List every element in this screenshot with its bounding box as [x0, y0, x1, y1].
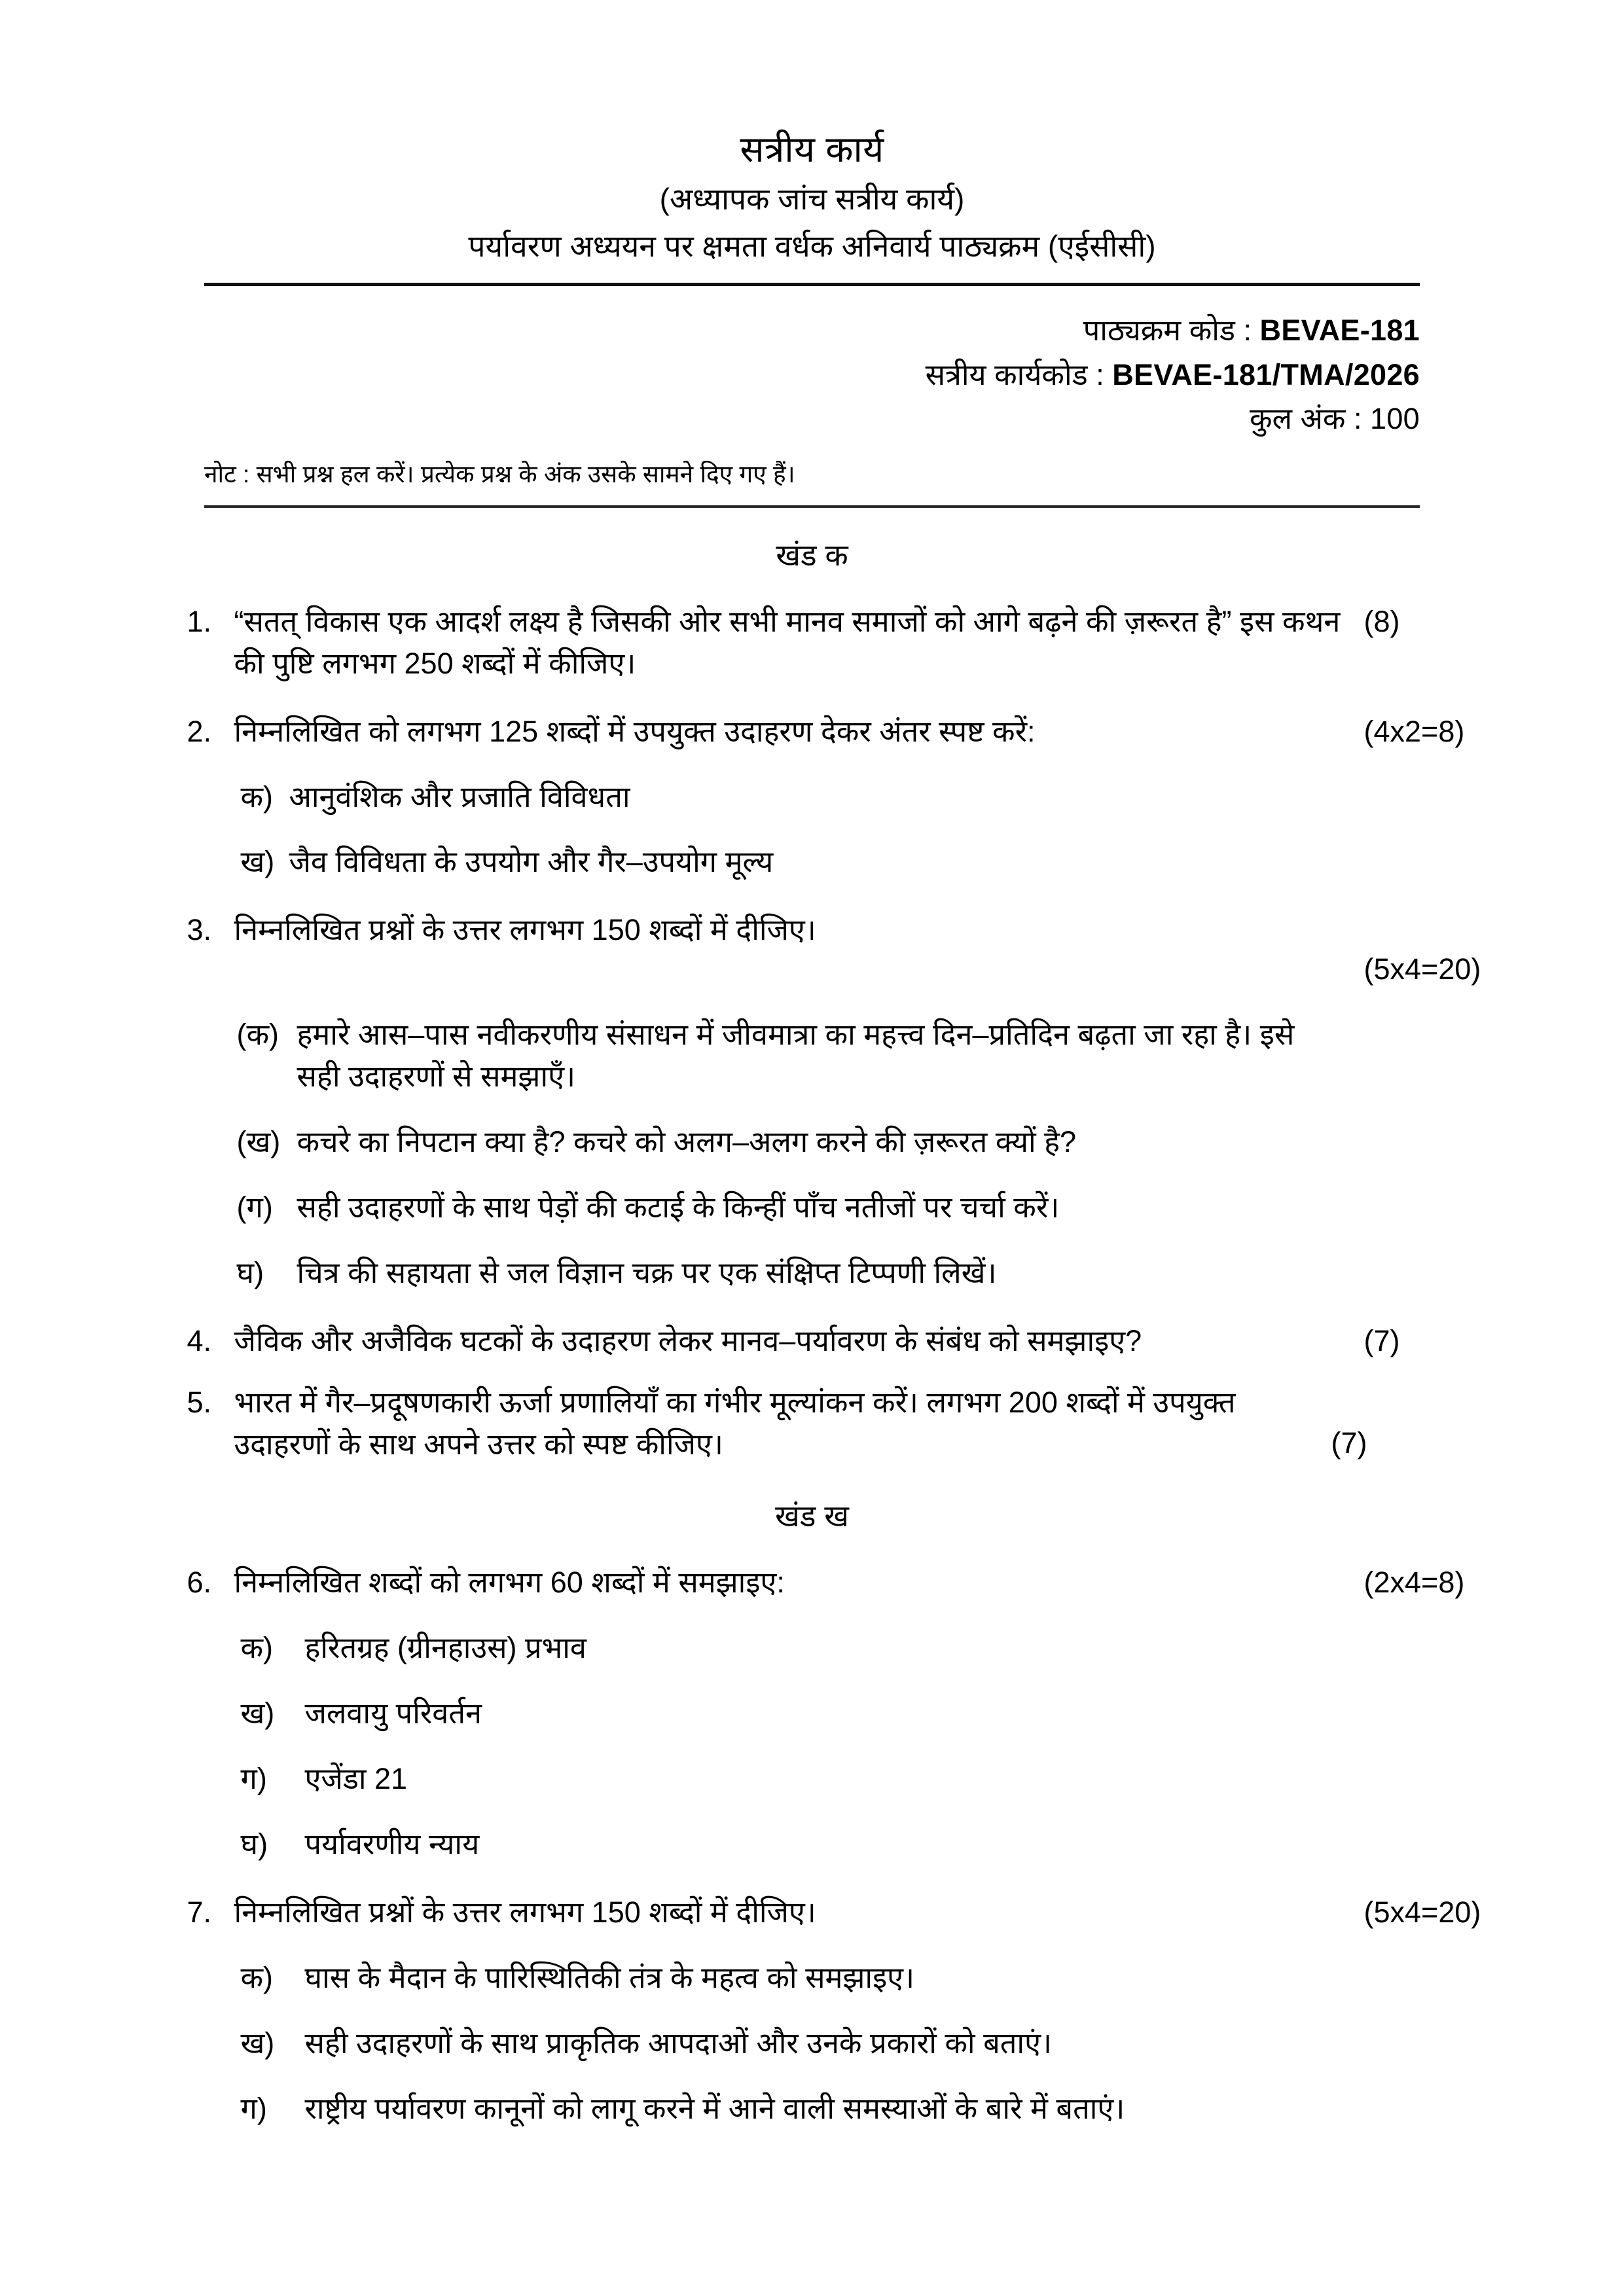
- question-number: 6.: [187, 1566, 212, 1600]
- question-subitem: [63, 841, 1562, 883]
- subitem-text: सही उदाहरणों के साथ प्राकृतिक आपदाओं और उनके प्रकारों को बताएं।: [304, 2026, 1053, 2060]
- assignment-code-line: [204, 353, 1420, 397]
- question-marks: (8): [1363, 604, 1400, 638]
- total-marks-value: 100: [1370, 402, 1420, 436]
- question-text: भारत में गैर–प्रदूषणकारी ऊर्जा प्रणालियाँ का गंभीर मूल्यांकन करें। लगभग 200 शब्दों में उपयुक्त उदाहरणों के साथ अपने उत्तर को स्पष्ट कीजिए।: [234, 1385, 1236, 1461]
- subitem-text: एजेंडा 21: [304, 1762, 408, 1796]
- note-block: [204, 458, 1420, 491]
- question-subitem: [63, 1014, 1562, 1098]
- course-title: पर्यावरण अध्ययन पर क्षमता वर्धक अनिवार्य पाठ्यक्रम (एईसीसी): [468, 228, 1156, 263]
- question-item: [63, 909, 1562, 990]
- question-subitem: [63, 776, 1562, 818]
- subitem-text: जैव विविधता के उपयोग और गैर–उपयोग मूल्य: [289, 845, 774, 879]
- total-marks-line: [204, 397, 1420, 441]
- subitem-label: ख): [240, 1696, 275, 1731]
- question-subitem: [63, 1121, 1562, 1163]
- question-text: जैविक और अजैविक घटकों के उदाहरण लेकर मानव–पर्यावरण के संबंध को समझाइए?: [234, 1323, 1142, 1357]
- question-number: 3.: [187, 913, 212, 947]
- question-item: [63, 1892, 1562, 1933]
- question-marks: (7): [1363, 1323, 1400, 1357]
- subitem-text: कचरे का निपटान क्या है? कचरे को अलग–अलग करने की ज़रूरत क्यों है?: [297, 1125, 1077, 1159]
- subitem-label: (क): [236, 1018, 280, 1052]
- question-item: [63, 601, 1562, 685]
- question-subitem: [63, 1627, 1562, 1669]
- course-code-label: पाठ्यक्रम कोड :: [1083, 314, 1252, 348]
- subitem-text: घास के मैदान के पारिस्थितिकी तंत्र के महत्व को समझाइए।: [304, 1960, 915, 1994]
- page-title: सत्रीय कार्य: [740, 129, 884, 170]
- subitem-text: आनुवंशिक और प्रजाति विविधता: [289, 780, 630, 814]
- subitem-text: पर्यावरणीय न्याय: [304, 1827, 480, 1861]
- subitem-text: सही उदाहरणों के साथ पेड़ों की कटाई के किन्हीं पाँच नतीजों पर चर्चा करें।: [297, 1190, 1060, 1224]
- question-text: निम्नलिखित प्रश्नों के उत्तर लगभग 150 शब्दों में दीजिए।: [234, 913, 816, 947]
- subitem-label: ग): [240, 1762, 267, 1796]
- header-divider: [204, 283, 1420, 286]
- question-subitem: [63, 1823, 1562, 1865]
- question-number: 5.: [187, 1385, 212, 1419]
- question-number: 4.: [187, 1323, 212, 1357]
- note-text: नोट : सभी प्रश्न हल करें। प्रत्येक प्रश्न के अंक उसके सामने दिए गए हैं।: [204, 460, 795, 488]
- question-number: 7.: [187, 1895, 212, 1929]
- subitem-label: ग): [240, 2091, 267, 2125]
- assignment-code-label: सत्रीय कार्यकोड :: [925, 357, 1104, 391]
- section-b-question-list: [63, 1562, 1562, 2129]
- question-subitem: [63, 2088, 1562, 2130]
- section-a-heading: खंड क: [776, 537, 848, 572]
- question-subitem: [63, 2022, 1562, 2064]
- question-text: निम्नलिखित प्रश्नों के उत्तर लगभग 150 शब्दों में दीजिए।: [234, 1895, 816, 1929]
- question-number: 1.: [187, 604, 212, 638]
- question-text: निम्नलिखित को लगभग 125 शब्दों में उपयुक्त उदाहरण देकर अंतर स्पष्ट करें:: [234, 714, 1036, 748]
- subitem-text: चित्र की सहायता से जल विज्ञान चक्र पर एक संक्षिप्त टिप्पणी लिखें।: [297, 1255, 997, 1289]
- course-code-value: BEVAE-181: [1259, 314, 1420, 348]
- question-subitem: [63, 1693, 1562, 1734]
- question-text: “सतत् विकास एक आदर्श लक्ष्य है जिसकी ओर सभी मानव समाजों को आगे बढ़ने की ज़रूरत है” इस कथन की पुष्टि लगभग 250 शब्दों में कीजिए।: [234, 604, 1341, 680]
- subitem-text: राष्ट्रीय पर्यावरण कानूनों को लागू करने में आने वाली समस्याओं के बारे में बताएं।: [304, 2091, 1125, 2125]
- subitem-text: हमारे आस–पास नवीकरणीय संसाधन में जीवमात्रा का महत्त्व दिन–प्रतिदिन बढ़ता जा रहा है। इसे सही उदाहरणों से समझाएँ।: [297, 1018, 1295, 1094]
- section-b-heading: खंड ख: [775, 1499, 849, 1534]
- subitem-label: क): [240, 1960, 274, 1994]
- course-code-line: [204, 308, 1420, 353]
- question-marks: (7): [1331, 1426, 1367, 1460]
- question-subitem: [63, 1957, 1562, 1999]
- subitem-label: ख): [240, 845, 275, 879]
- question-item: [63, 1382, 1562, 1465]
- course-meta-block: [204, 308, 1420, 441]
- page-subtitle: (अध्यापक जांच सत्रीय कार्य): [659, 181, 965, 216]
- subitem-label: घ): [236, 1255, 264, 1289]
- question-marks: (5x4=20): [1363, 1895, 1481, 1929]
- question-item: [63, 711, 1562, 753]
- subitem-label: क): [240, 1631, 274, 1665]
- question-text: निम्नलिखित शब्दों को लगभग 60 शब्दों में समझाइए:: [234, 1566, 785, 1600]
- question-subitem: [63, 1187, 1562, 1229]
- question-marks: (4x2=8): [1363, 714, 1465, 748]
- question-subitem: [63, 1252, 1562, 1294]
- assignment-code-value: BEVAE-181/TMA/2026: [1112, 357, 1420, 391]
- subitem-label: घ): [240, 1827, 268, 1861]
- subitem-label: (ग): [236, 1190, 273, 1224]
- question-number: 2.: [187, 714, 212, 748]
- subitem-text: हरितग्रह (ग्रीनहाउस) प्रभाव: [304, 1631, 586, 1665]
- document-header: [0, 128, 1624, 266]
- question-subitem: [63, 1758, 1562, 1800]
- question-marks: (5x4=20): [1363, 952, 1481, 986]
- subitem-label: (ख): [236, 1125, 281, 1159]
- total-marks-label: कुल अंक :: [1249, 402, 1362, 436]
- subitem-label: क): [240, 780, 274, 814]
- note-divider: [204, 505, 1420, 508]
- question-marks: (2x4=8): [1363, 1566, 1465, 1600]
- question-item: [63, 1562, 1562, 1604]
- section-a-question-list: [63, 601, 1562, 1465]
- subitem-text: जलवायु परिवर्तन: [304, 1696, 482, 1731]
- subitem-label: ख): [240, 2026, 275, 2060]
- question-item: [63, 1320, 1562, 1362]
